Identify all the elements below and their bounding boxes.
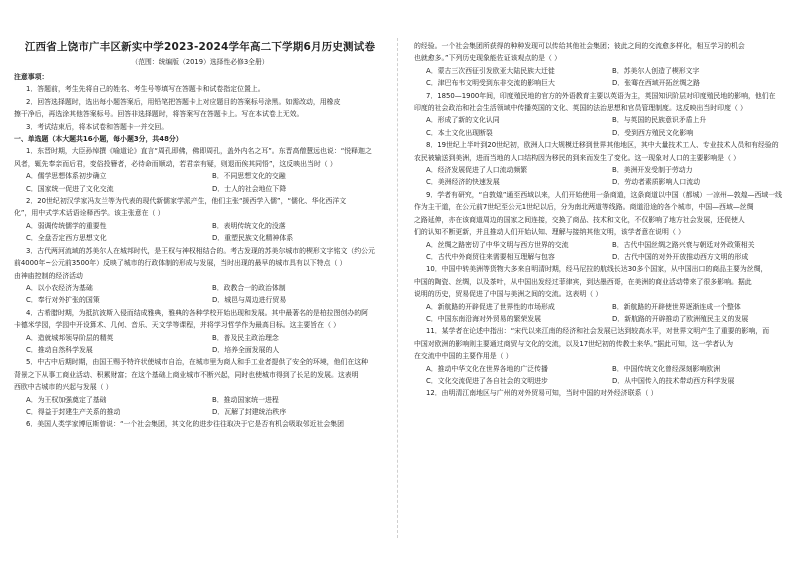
option-row [14,294,386,306]
answer-option: B．古代中国丝绸之路兴衰与朝廷对外政策相关 [612,240,755,249]
question-text: 们的认知不断更新，并且推动人们开始认知、理解与接纳其他文明，该学者意在说明（ ） [414,228,685,237]
question-text: 由神庙控制的经济活动 [14,271,83,280]
note-item: 3．考试结束后，将本试卷和答题卡一并交回。 [26,122,169,131]
option-row [14,220,386,232]
answer-option: C．本土文化出现断裂 [426,128,493,137]
question-stem: 12．由明清江南地区与广州的对外贸易可知，当时中国的对外经济联系（ ） [426,389,658,398]
answer-option: A．新航路的开辟促进了世界性的市场形成 [426,302,555,311]
answer-option: B．中国传统文化曾经深刻影响欧洲 [612,364,721,373]
answer-option: C．国家统一促进了文化交流 [26,184,114,193]
answer-option: D．士人的社会地位下降 [212,184,287,193]
option-row [414,251,786,263]
answer-option: C．古代中外商贸往来需要相互理解与包容 [426,252,555,261]
answer-option: D．重塑民族文化精神体系 [212,234,294,243]
question-stem: 2．20世纪初汉学家冯友兰等为代表的现代新儒家学派产生，他们主张“援西学入儒”，“儒化、华化西洋文 [26,197,347,206]
question-text: 化”，用中式学术话语诠释西学。该主张意在（ ） [14,209,165,218]
answer-option: B．苏美尔人创造了楔形文字 [612,66,700,75]
answer-option: B．推动国家统一进程 [212,395,279,404]
answer-option: A．经济发展促进了人口流动频繁 [426,166,528,175]
question-text: 农民被输送到美洲，进而当地的人口结构因为移民的到来而发生了变化。这一现象对人口的主要影响是（ ） [414,153,741,162]
option-row [14,232,386,244]
option-row [414,301,786,313]
question-text: 之路延伸，亦在该商道周边的国家之间连接，交换了商品、技术和文化，不仅影响了地方社会发展，还促使人 [414,215,745,224]
answer-option: D．受到西方殖民文化影响 [612,128,694,137]
answer-option: A．造就城邦领导阶层的精英 [26,333,114,342]
option-row [14,344,386,356]
answer-option: A．为王权加强奠定了基础 [26,395,107,404]
answer-option: D．劳动者素质影响人口流动 [612,178,700,187]
option-row [14,282,386,294]
page-seam [397,38,398,538]
answer-option: C．推动自然科学发展 [26,345,93,354]
question-stem: 6．美国人类学家博厄斯曾说：“一个社会集团，其文化的进步往往取决于它是否有机会吸取邻近社会集团 [26,420,345,429]
question-text: 西欧中古城市的兴起与发展（ ） [14,383,113,392]
answer-option: A．儒学思想体系初步确立 [26,172,107,181]
question-text: 中国对欧洲的影响则主要通过商贸与文化的交流，以及17世纪初的传教士来华。”据此可知，这一学者认为 [414,339,733,348]
note-item: 2．回答选择题时，选出每小题答案后，用铅笔把答题卡上对应题目的答案标号涂黑。如需改动，用橡皮 [26,97,341,106]
exam-scope: （范围：统编版（2019）选择性必修3全册） [131,58,269,66]
option-row [414,239,786,251]
answer-option: A．弱调传统儒学的重要性 [26,221,107,230]
question-text: 印度的社会政治和社会生活领域中传播英国的文化、英国的法治思想和官员管理制度。这反映出当时印度（ ） [414,104,747,113]
exam-title: 江西省上饶市广丰区新实中学2023-2024学年高二下学期6月历史测试卷 [24,41,376,53]
question-stem: 9．学者有研究，“自敦煌”通至西域以来，人们开始使用一条商道，这条商道以中国（都城）一凉州—敦煌—西域一线 [426,190,783,199]
answer-option: D．城邑与周边进行贸易 [212,296,287,305]
answer-option: C．得益于封建生产关系的推动 [26,407,121,416]
answer-option: B．新航路的开辟使世界逐渐连成一个整体 [612,302,741,311]
question-stem: 5．中古中后期时期，由国王赐予特许状使城市自治，在城市里为商人和手工业者提供了安全的环境，他们在这种 [26,358,369,367]
answer-option: B．普及民主政治理念 [212,333,279,342]
answer-option: C．文化交流促进了各自社会的文明进步 [426,376,548,385]
answer-option: D．张骞在西域开拓丝绸之路 [612,79,700,88]
answer-option: D．古代中国的对外开放推动西方文明的形成 [612,252,749,261]
answer-option: B．美洲开发受制于劳动力 [612,166,693,175]
question-stem: 1．东晋时期，大臣孙绰撰《喻道论》直言“周孔即佛，佛即周孔，盖外内名之耳”。东晋高僧慧远也说：“悦释迦之 [26,147,372,156]
option-row [414,114,786,126]
option-row [414,176,786,188]
question-text: 卡德米学园，学园中开设算术、几何、音乐、天文学等课程，并将学习哲学作为最高目标。这主要旨在（ ） [14,321,341,330]
option-row [414,77,786,89]
answer-option: C．津巴布韦文明受到东非交流的影响巨大 [426,79,555,88]
question-text: 也就愈多。”下列历史现象能佐证该观点的是（ ） [414,54,562,63]
option-row [414,164,786,176]
answer-option: C．全盘否定西方思想文化 [26,234,107,243]
question-stem: 10．中国中转美洲等货物大多来自明清时期，经马尼拉的航线长达30多个国家，从中国出口的商品主要为丝绸， [426,265,768,274]
question-text: 在交流中中国的主要作用是（ ） [414,352,513,361]
option-row [14,394,386,406]
answer-option: B．政教合一的政治体制 [212,283,286,292]
section-heading: 一、单选题（本大题共16小题，每小题3分，共48分） [14,135,183,144]
notes-heading: 注意事项： [14,73,49,81]
answer-option: A．以小农经济为基础 [26,283,93,292]
question-text: 风者，辄先奉亲而后君，变俗投簪者，必待命而顺动，若君亲有疑，则退而俟其同悟”，这反映出当时（ ） [14,159,337,168]
question-stem: 7．1850—1900年间，印度殖民地的官方的外语教育主要以英语为主，英国知识阶层对印度殖民地的影响，他们在 [426,91,776,100]
question-stem: 8．19世纪上半叶到20世纪初，欧洲人口大规模迁移到世界其他地区，其中大量技术工人、专业技术人员和有经验的 [426,141,779,150]
answer-option: A．推动中华文化在世界各地的广泛传播 [426,364,548,373]
answer-option: B．与英国的民族意识矛盾上升 [612,116,707,125]
question-stem: 4．古希腊时期，为抵抗波斯入侵而结成雅典，雅典的各种学校开始出现和发展。其中最著名的是柏拉图创办的阿 [26,308,369,317]
question-text: 前4000年~公元前3500年）反映了城市的行政体制的形成与发展，当时出现的最早的城市具有以下特点（ ） [14,259,347,268]
option-row [14,406,386,418]
question-text: 的经验。一个社会集团所获得的种种发现可以传给其他社会集团；彼此之间的交流愈多样化，相互学习的机会 [414,42,745,50]
option-row [414,363,786,375]
answer-option: D．从中国传入的技术带动西方科学发展 [612,376,735,385]
answer-option: D．瓦解了封建统治秩序 [212,407,287,416]
option-row [14,183,386,195]
note-item: 1．答题前，考生先将自己的姓名、考生号等填写在答题卡和试卷指定位置上。 [26,85,265,94]
answer-option: C．奉行对外扩张的国策 [26,296,100,305]
question-stem: 3．古代两河流域的苏美尔人在城邦时代，是王权与神权相结合的。考古发现的苏美尔城市的楔形文字铭文（约公元 [26,246,375,255]
option-row [414,127,786,139]
right-column [414,40,786,400]
option-row [414,313,786,325]
right-questions [414,40,786,400]
answer-option: C．美洲经济的快速发展 [426,178,500,187]
answer-option: A．丝绸之路密切了中华文明与西方世界的交流 [426,240,569,249]
option-row [414,65,786,77]
left-column [14,40,386,431]
option-row [414,375,786,387]
question-text: 背景之下从事工商业活动、积累财富；在这个基础上商业城市不断兴起，同时也使城市得到了长足的发展。这表明 [14,370,359,379]
answer-option: C．中国东南沿海对外贸易的繁荣发展 [426,314,542,323]
answer-option: D．培养全面发展的人 [212,345,280,354]
question-text: 中国的陶瓷、丝绸，以及茶叶，从中国出发经过菲律宾，到达墨西哥，在美洲的商业活动带来了很多影响。据此 [414,277,752,286]
option-row [14,332,386,344]
answer-option: B．不同思想文化的交融 [212,172,286,181]
note-item: 擦干净后，再选涂其他答案标号。回答非选择题时，将答案写在答题卡上。写在本试卷上无效。 [14,110,304,119]
question-text: 作为主干道，在公元前7世纪至公元1世纪以后，分为南北两道等线路。商道沿途的各个城市，中国—西域—丝绸 [414,203,754,212]
question-stem: 11．某学者在论述中指出：“宋代以来江南的经济和社会发展已达到较高水平，对世界文明产生了重要的影响，而 [426,327,770,336]
left-questions [14,145,386,430]
answer-option: A．形成了新的文化认同 [426,116,500,125]
answer-option: B．表明传统文化的没落 [212,221,286,230]
option-row [14,170,386,182]
question-text: 说明的历史，贸易促进了中国与美洲之间的交流。这表明（ ） [414,290,603,299]
answer-option: A．蒙古三次西征引发欧亚大陆民族大迁徙 [426,66,555,75]
answer-option: D．新航路的开辟推动了欧洲殖民主义的发展 [612,314,749,323]
